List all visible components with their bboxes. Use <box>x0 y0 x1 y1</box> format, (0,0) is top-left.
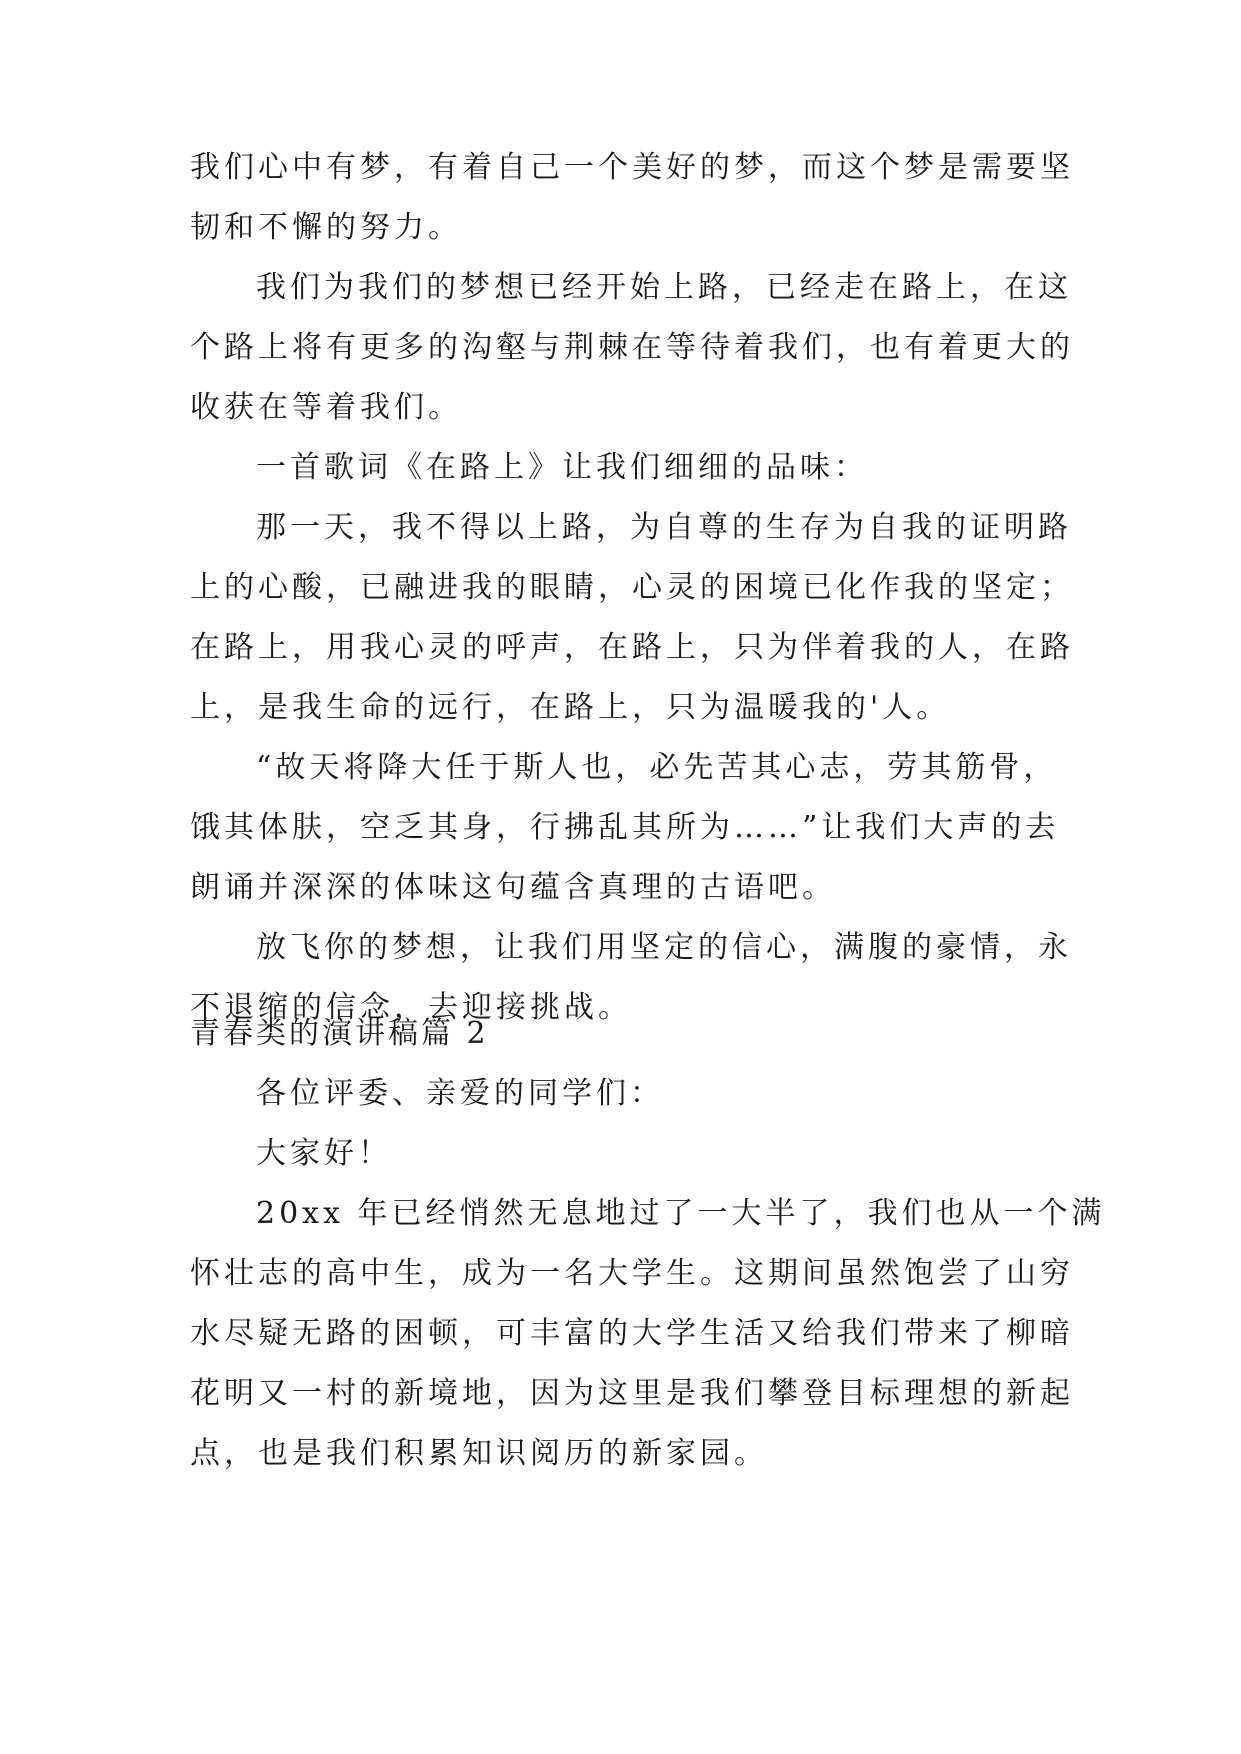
section-2-heading: 青春类的演讲稿篇 2 <box>190 1016 489 1051</box>
section-2-body <box>190 1064 1106 1484</box>
paragraph-line: 我们为我们的梦想已经开始上路，已经走在路上，在这 <box>256 270 1072 305</box>
paragraph-line: 怀壮志的高中生，成为一名大学生。这期间虽然饱尝了山穷 <box>190 1256 1074 1291</box>
paragraph-line: “故天将降大任于斯人也，必先苦其心志，劳其筋骨， <box>256 750 1058 785</box>
greeting-line: 大家好！ <box>256 1136 392 1171</box>
section-1-body <box>190 138 1074 1038</box>
paragraph-line: 一首歌词《在路上》让我们细细的品味： <box>256 450 868 485</box>
paragraph-line: 韧和不懈的努力。 <box>190 210 462 245</box>
paragraph-line: 朗诵并深深的体味这句蕴含真理的古语吧。 <box>190 870 836 905</box>
paragraph-line: 不退缩的信念，去迎接挑战。 <box>190 990 632 1025</box>
paragraph-line: 收获在等着我们。 <box>190 390 462 425</box>
paragraph-line: 那一天，我不得以上路，为自尊的生存为自我的证明路 <box>256 510 1072 545</box>
paragraph-line: 上，是我生命的远行，在路上，只为温暖我的'人。 <box>190 690 951 725</box>
paragraph-line: 上的心酸，已融进我的眼睛，心灵的困境已化作我的坚定； <box>190 570 1074 605</box>
paragraph-line: 花明又一村的新境地，因为这里是我们攀登目标理想的新起 <box>190 1376 1074 1411</box>
paragraph-line: 我们心中有梦，有着自己一个美好的梦，而这个梦是需要坚 <box>190 150 1074 185</box>
paragraph-line: 点，也是我们积累知识阅历的新家园。 <box>190 1436 768 1471</box>
paragraph-line: 水尽疑无路的困顿，可丰富的大学生活又给我们带来了柳暗 <box>190 1316 1074 1351</box>
paragraph-line: 20xx 年已经悄然无息地过了一大半了，我们也从一个满 <box>256 1196 1106 1231</box>
paragraph-line: 个路上将有更多的沟壑与荆棘在等待着我们，也有着更大的 <box>190 330 1074 365</box>
salutation-line: 各位评委、亲爱的同学们： <box>256 1076 664 1111</box>
paragraph-line: 饿其体肤，空乏其身，行拂乱其所为……”让我们大声的去 <box>190 810 1060 845</box>
paragraph-line: 放飞你的梦想，让我们用坚定的信心，满腹的豪情，永 <box>256 930 1072 965</box>
paragraph-line: 在路上，用我心灵的呼声，在路上，只为伴着我的人，在路 <box>190 630 1074 665</box>
